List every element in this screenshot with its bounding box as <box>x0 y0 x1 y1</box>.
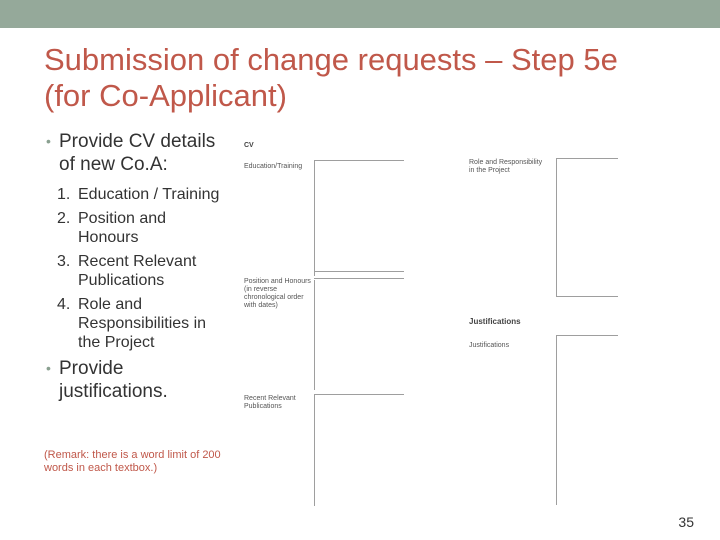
bullet-list <box>44 130 224 403</box>
role-textbox-top <box>556 158 618 159</box>
justifications-textbox-edge[interactable] <box>556 335 557 505</box>
justifications-textbox-top <box>556 335 618 336</box>
sub-item-text: Education / Training <box>78 186 220 203</box>
publications-textbox-edge[interactable] <box>314 394 315 506</box>
justifications-label: Justifications <box>469 342 510 349</box>
position-label: Position and Honours (in reverse chronological order with dates) <box>244 278 311 309</box>
sub-item-publications <box>44 252 224 290</box>
form-screenshot <box>236 132 636 512</box>
bullet-cv-text: Provide CV details of new Co.A: <box>59 131 216 175</box>
position-textbox-edge[interactable] <box>314 280 315 390</box>
bullet-cv-details <box>44 130 224 176</box>
sub-item-text: Role and Responsibilities in the Project <box>78 296 207 351</box>
title-line-2: (for Co-Applicant) <box>44 78 287 113</box>
sub-list <box>44 185 224 352</box>
top-bar <box>0 0 720 28</box>
education-textbox-top <box>314 160 404 161</box>
education-label: Education/Training <box>244 163 303 170</box>
bullet-justifications <box>44 357 224 403</box>
education-textbox-bottom <box>314 271 404 272</box>
sub-item-text: Recent Relevant Publications <box>78 253 197 289</box>
slide-title <box>44 42 704 114</box>
sub-item-role <box>44 295 224 352</box>
sub-item-number: 3. <box>57 253 71 270</box>
sub-item-number: 1. <box>57 186 71 203</box>
sub-item-education <box>44 185 224 204</box>
remark-text: (Remark: there is a word limit of 200 words in each textbox.) <box>44 449 221 474</box>
title-line-1: Submission of change requests – Step 5e <box>44 42 618 77</box>
sub-item-number: 4. <box>57 296 71 313</box>
education-textbox-edge[interactable] <box>314 160 315 276</box>
bullet-justifications-text: Provide justifications. <box>59 358 168 402</box>
page-number: 35 <box>678 514 694 530</box>
sub-item-number: 2. <box>57 210 71 227</box>
cv-heading: CV <box>244 142 254 149</box>
role-textbox-bottom <box>556 296 618 297</box>
role-label: Role and Responsibility in the Project <box>469 159 543 174</box>
publications-textbox-top <box>314 394 404 395</box>
sub-item-text: Position and Honours <box>78 210 167 246</box>
justifications-heading: Justifications <box>469 317 521 326</box>
sub-item-position <box>44 209 224 247</box>
position-textbox-top <box>314 278 404 279</box>
role-textbox-edge[interactable] <box>556 158 557 296</box>
publications-label: Recent Relevant Publications <box>244 395 296 410</box>
